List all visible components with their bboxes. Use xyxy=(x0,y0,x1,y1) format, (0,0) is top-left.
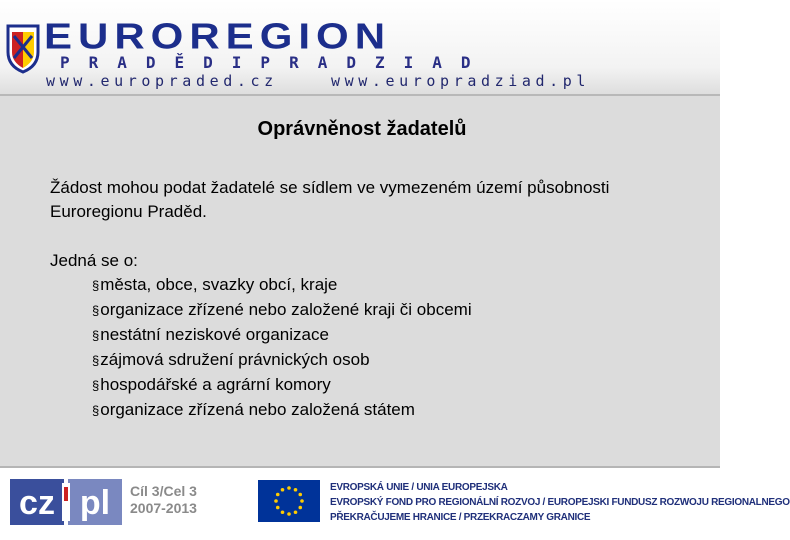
svg-text:cz: cz xyxy=(19,484,55,522)
bullet-icon: § xyxy=(92,328,100,343)
list-item: §organizace zřízená nebo založená státem xyxy=(92,400,415,419)
eu-fund-label: EVROPSKÝ FOND PRO REGIONÁLNÍ ROZVOJ / EUROPEJSKI FUNDUSZ ROZWOJU REGIONALNEGO xyxy=(330,497,790,508)
applicant-list xyxy=(92,273,472,423)
eu-star xyxy=(287,486,291,490)
eu-star xyxy=(300,499,304,503)
program-period: 2007-2013 xyxy=(130,500,197,516)
logo-urls xyxy=(46,72,716,90)
bullet-icon: § xyxy=(92,403,100,418)
eu-flag-icon xyxy=(258,480,320,522)
list-item: §nestátní neziskové organizace xyxy=(92,325,329,344)
eu-star xyxy=(276,506,280,510)
eu-star xyxy=(281,510,285,514)
eu-star xyxy=(298,493,302,497)
eu-star xyxy=(276,493,280,497)
bullet-icon: § xyxy=(92,378,100,393)
czpl-logo-icon xyxy=(10,479,122,525)
bullet-icon: § xyxy=(92,353,100,368)
header-banner xyxy=(0,0,720,96)
logo-subtitle: PRADĚDIPRADZIAD xyxy=(60,53,490,72)
eu-star xyxy=(294,488,298,492)
url-polish: www.europradziad.pl xyxy=(331,72,590,90)
euroregion-emblem-icon xyxy=(4,22,42,74)
eu-star xyxy=(287,512,291,516)
bullet-icon: § xyxy=(92,278,100,293)
list-item: §zájmová sdružení právnických osob xyxy=(92,350,370,369)
intro-text: Žádost mohou podat žadatelé se sídlem ve vymezeném území působnosti Euroregionu Praděd. xyxy=(50,178,610,221)
eu-star xyxy=(281,488,285,492)
url-czech: www.europraded.cz xyxy=(46,72,278,90)
eu-union-label: EVROPSKÁ UNIE / UNIA EUROPEJSKA xyxy=(330,482,508,493)
slide-title: Oprávněnost žadatelů xyxy=(257,118,467,140)
eu-motto-label: PŘEKRAČUJEME HRANICE / PRZEKRACZAMY GRANICE xyxy=(330,512,591,523)
program-label xyxy=(130,483,210,517)
eu-star xyxy=(294,510,298,514)
bullet-icon: § xyxy=(92,303,100,318)
list-item: §města, obce, svazky obcí, kraje xyxy=(92,275,338,294)
eu-star xyxy=(274,499,278,503)
list-item: §hospodářské a agrární komory xyxy=(92,375,331,394)
program-goal: Cíl 3/Cel 3 xyxy=(130,483,197,499)
logo-title: EUROREGION xyxy=(44,16,392,56)
eu-star xyxy=(298,506,302,510)
svg-text:pl: pl xyxy=(79,484,111,522)
list-item: §organizace zřízené nebo založené kraji či obcemi xyxy=(92,300,472,319)
list-intro: Jedná se o: xyxy=(50,251,138,270)
eu-funding-text xyxy=(330,480,790,525)
